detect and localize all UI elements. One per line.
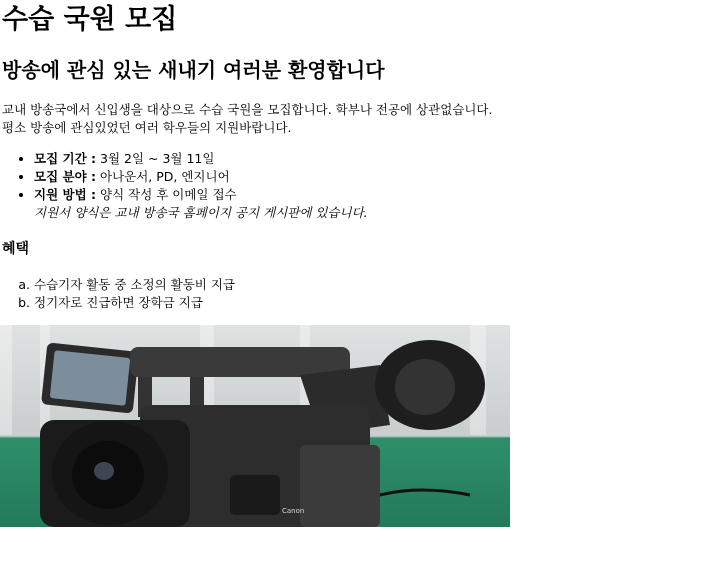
info-note: 지원서 양식은 교내 방송국 홈페이지 공지 게시판에 있습니다. [34,205,368,220]
page-title: 수습 국원 모집 [2,4,178,35]
info-value: 3월 2일 ~ 3월 11일 [96,151,215,166]
camcorder-photo [0,325,510,527]
info-value: 양식 작성 후 이메일 접수 [96,187,237,202]
benefits-list [0,276,235,312]
camcorder-illustration [0,325,510,527]
benefits-heading: 혜택 [2,241,30,257]
info-item-field [34,168,368,186]
info-list [0,150,368,222]
brand-label: Canon [282,507,305,515]
page-subtitle: 방송에 관심 있는 새내기 여러분 환영합니다 [2,58,385,82]
info-key: 지원 방법 : [34,187,97,202]
intro-line-2: 평소 방송에 관심있었던 여러 학우들의 지원바랍니다. [2,120,292,135]
intro-paragraph [2,101,492,137]
info-key: 모집 기간 : [34,151,97,166]
benefit-item: b. 정기자로 진급하면 장학금 지급 [34,294,235,312]
benefit-item: a. 수습기자 활동 중 소정의 활동비 지급 [34,276,235,294]
info-value: 아나운서, PD, 엔지니어 [96,169,230,184]
intro-line-1: 교내 방송국에서 신입생을 대상으로 수습 국원을 모집합니다. 학부나 전공에 상관없습니다. [2,102,493,117]
info-item-period [34,150,368,168]
info-item-method [34,186,368,222]
info-key: 모집 분야 : [34,169,97,184]
